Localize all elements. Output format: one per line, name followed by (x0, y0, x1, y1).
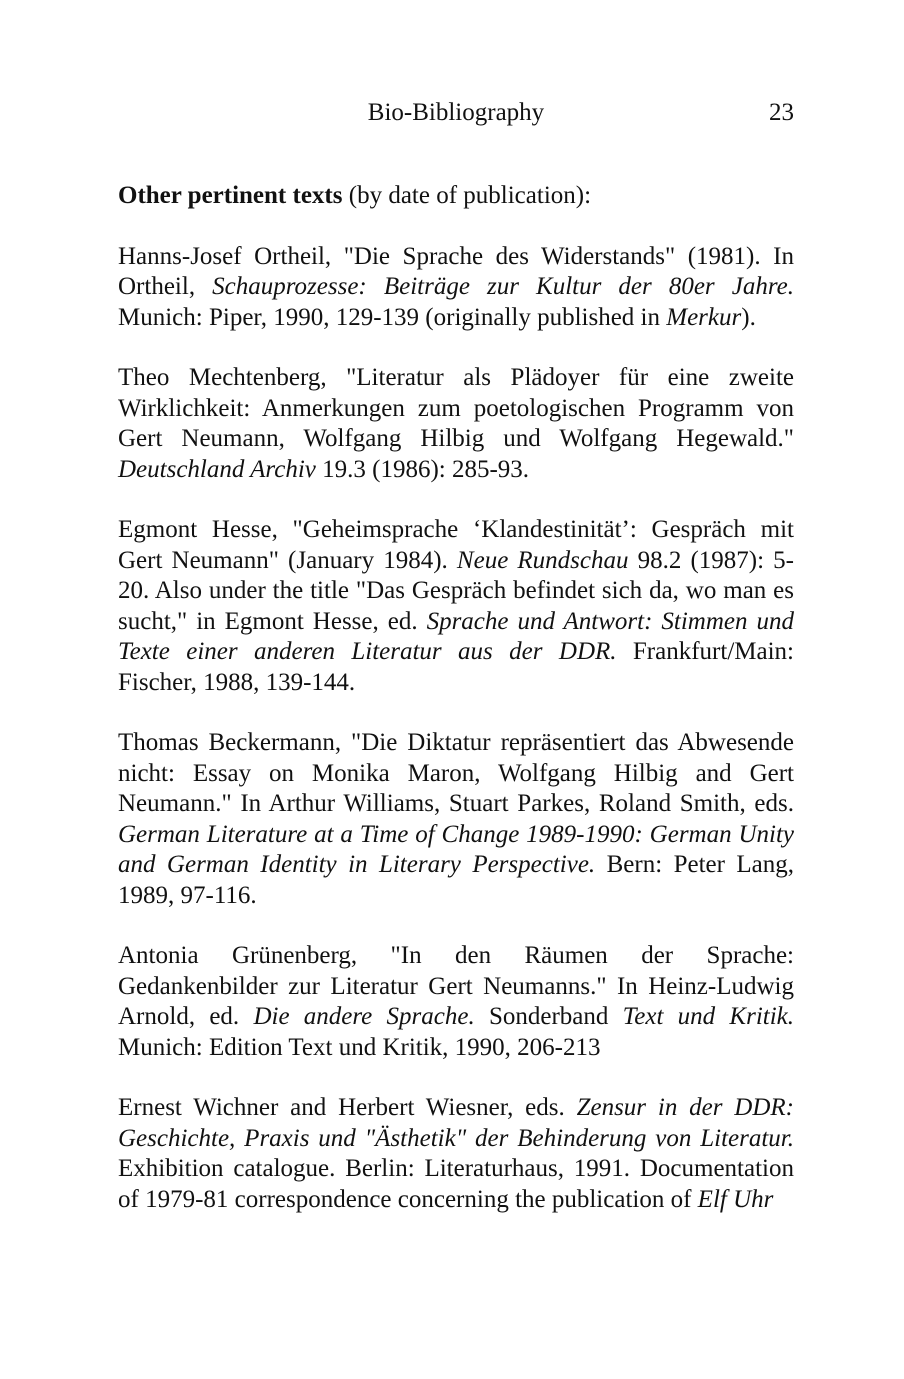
entry-title-italic: German Literature at a Time of Change 1989-1990: German Unity and German Identity in Literary Perspective. (118, 820, 794, 878)
entry-text: 19.3 (1986): 285-93. (315, 455, 530, 483)
page-number: 23 (769, 99, 794, 126)
entry-title-italic: Neue Rundschau (456, 546, 629, 574)
entry-text: Theo Mechtenberg, "Literatur als Plädoyer für eine zweite Wirklichkeit: Anmerkungen zum poetologischen Programm von Gert Neumann, Wolfgang Hilbig und Wolfgang Hegewald." (118, 364, 794, 452)
entry-text: Egmont Hesse, "Geheimsprache ‘Klandestinität’: Gespräch mit Gert Neumann" (January 1984). (118, 516, 794, 574)
entry-text: ). (741, 303, 756, 331)
entry-title-italic: Merkur (666, 303, 742, 331)
entry-title-italic: Elf Uhr (697, 1185, 774, 1213)
entry-title-italic: Text und Kritik. (622, 1003, 795, 1030)
entry-text: Sonderband (474, 1003, 623, 1030)
entry-text: Munich: Piper, 1990, 129-139 (originally published in (118, 303, 667, 331)
entry-title-italic: Schauprozesse: Beiträge zur Kultur der 80er Jahre. (212, 273, 794, 300)
entry-text: Thomas Beckermann, "Die Diktatur repräsentiert das Abwesende nicht: Essay on Monika Maron, Wolfgang Hilbig and Gert Neumann." In Arthur Williams, Stuart Parkes, Roland Smith, eds. (118, 729, 794, 817)
entry-title-italic: Deutschland Archiv (118, 455, 316, 483)
running-head (118, 96, 794, 130)
section-heading-rest: (by date of publication): (342, 182, 592, 209)
section-heading (118, 181, 794, 212)
entry-text: Ernest Wichner and Herbert Wiesner, eds. (118, 1094, 577, 1121)
entry-text: Munich: Edition Text und Kritik, 1990, 206-213 (118, 1033, 601, 1061)
entry-text: Exhibition catalogue. Berlin: Literaturhaus, 1991. Documentation of 1979-81 correspondence concerning the publication of (118, 1155, 794, 1213)
entry-text: Frankfurt/Main: Fischer, 1988, 139-144. (118, 638, 794, 696)
bibliography-entry-gruenenberg (118, 941, 794, 1063)
entry-text: 98.2 (1987): 5-20. Also under the title "Das Gespräch befindet sich da, wo man es sucht," in Egmont Hesse, ed. (118, 546, 795, 635)
entry-title-italic: Die andere Sprache. (253, 1003, 475, 1030)
bibliography-entry-hesse (118, 515, 794, 698)
running-title: Bio-Bibliography (367, 99, 545, 126)
section-heading-bold: Other pertinent texts (118, 182, 343, 209)
bibliography-entry-mechtenberg (118, 363, 794, 485)
entry-text: Antonia Grünenberg, "In den Räumen der Sprache: Gedankenbilder zur Literatur Gert Neumanns." In Heinz-Ludwig Arnold, ed. (118, 942, 794, 1030)
bibliography-entry-beckermann (118, 728, 794, 911)
entry-text: Hanns-Josef Ortheil, "Die Sprache des Widerstands" (1981). In Ortheil, (118, 242, 794, 300)
entry-title-italic: Sprache und Antwort: Stimmen und Texte einer anderen Literatur aus der DDR. (118, 607, 794, 665)
entry-title-italic: Zensur in der DDR: Geschichte, Praxis und "Ästhetik" der Behinderung von Literatur. (118, 1094, 795, 1152)
bibliography-entry-ortheil (118, 242, 794, 334)
entry-text: Bern: Peter Lang, 1989, 97-116. (118, 851, 794, 909)
bibliography-section (118, 181, 794, 1215)
bibliography-entry-wichner-wiesner (118, 1093, 794, 1215)
